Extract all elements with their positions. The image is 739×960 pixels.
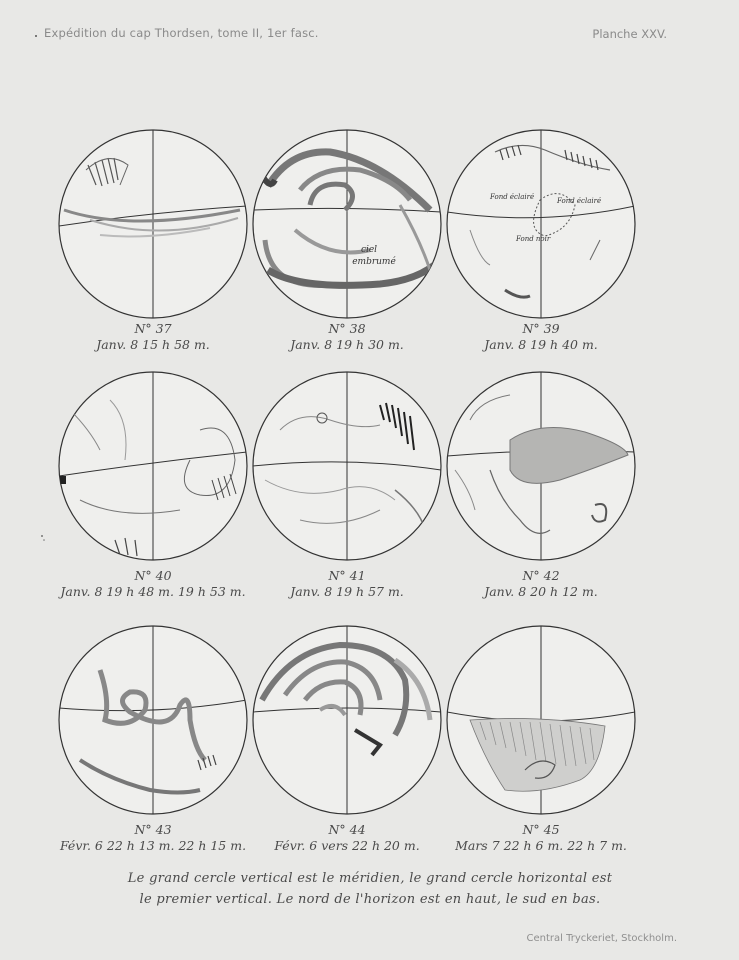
sky-circle-43: [59, 626, 247, 814]
sky-circle-37: [59, 130, 247, 318]
plate-number: N° 41: [328, 568, 366, 583]
sky-circle-38: [253, 130, 441, 318]
sky-circle-44: [253, 626, 441, 814]
label-fond-noir: Fond noir: [516, 235, 551, 243]
header-title: Expédition du cap Thordsen, tome II, 1er fasc.: [44, 26, 319, 40]
plate-date: Janv. 8 20 h 12 m.: [484, 584, 598, 599]
caption-line-2: le premier vertical. Le nord de l'horizon est en haut, le sud en bas.: [139, 892, 601, 907]
plate-number: N° 42: [522, 568, 560, 583]
label-fond-eclaire-1: Fond éclairé: [490, 193, 535, 201]
plate-label-40: [53, 568, 253, 599]
plate-number: N° 43: [134, 822, 172, 837]
plate-date: Mars 7 22 h 6 m. 22 h 7 m.: [455, 838, 627, 853]
plate-number: N° 45: [522, 822, 560, 837]
label-fond-eclaire-2: Fond éclairé: [557, 197, 602, 205]
plate-number: N° 38: [328, 321, 366, 336]
caption-line-1: Le grand cercle vertical est le méridien, le grand cercle horizontal est: [127, 871, 613, 886]
plate-date: Janv. 8 19 h 40 m.: [484, 337, 598, 352]
plate-date: Févr. 6 22 h 13 m. 22 h 15 m.: [59, 838, 247, 853]
label-embrume: embrumé: [352, 257, 396, 267]
plate-label-43: [53, 822, 253, 853]
plate-label-41: [247, 568, 447, 599]
label-ciel: ciel: [360, 245, 378, 255]
plate-date: Janv. 8 19 h 57 m.: [290, 584, 404, 599]
plate-number: N° 39: [522, 321, 560, 336]
sky-circle-40: [59, 372, 247, 560]
plate-label-39: [441, 321, 641, 352]
plate-label-38: [247, 321, 447, 352]
sky-circle-42: [447, 372, 635, 560]
plate-number: N° 44: [328, 822, 366, 837]
plate-date: Févr. 6 vers 22 h 20 m.: [274, 838, 420, 853]
plate-label-42: [441, 568, 641, 599]
sky-circle-39: [447, 130, 635, 318]
plate-date: Janv. 8 19 h 30 m.: [290, 337, 404, 352]
plate-number: N° 40: [134, 568, 172, 583]
sky-circle-41: [253, 372, 441, 560]
plate-label-44: [247, 822, 447, 853]
plate-label-45: [441, 822, 641, 853]
header-plate-number: Planche XXV.: [592, 27, 667, 41]
printer-credit: Central Tryckeriet, Stockholm.: [526, 933, 677, 944]
plate-date: Janv. 8 19 h 48 m. 19 h 53 m.: [60, 584, 246, 599]
plate-number: N° 37: [134, 321, 172, 336]
plate-date: Janv. 8 15 h 58 m.: [96, 337, 210, 352]
sky-circle-45: [447, 626, 635, 814]
plate-label-37: [53, 321, 253, 352]
plate-caption: [70, 868, 670, 910]
